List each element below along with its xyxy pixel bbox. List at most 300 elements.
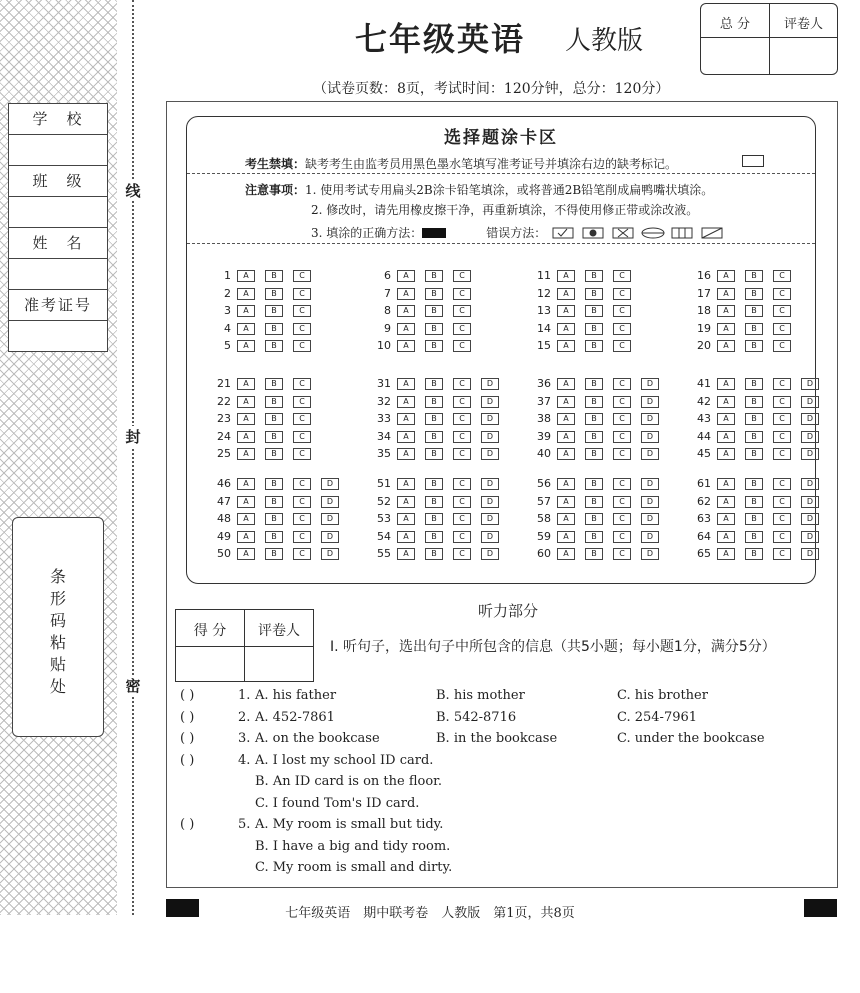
answer-bubble[interactable]: A <box>397 496 415 508</box>
answer-bubble[interactable]: A <box>717 305 735 317</box>
answer-bubble[interactable]: B <box>745 340 763 352</box>
answer-bubble[interactable]: D <box>641 496 659 508</box>
answer-bubble[interactable]: C <box>293 305 311 317</box>
answer-bubble[interactable]: A <box>397 531 415 543</box>
class-label: 班 级 <box>9 166 107 197</box>
answer-bubble[interactable]: B <box>585 413 603 425</box>
answer-bubble[interactable]: B <box>425 323 443 335</box>
question-bubble-row <box>685 547 829 564</box>
section-score-field[interactable] <box>176 647 244 681</box>
answer-bubble[interactable]: C <box>613 288 631 300</box>
answer-bubble[interactable]: C <box>773 340 791 352</box>
answer-bubble[interactable]: C <box>613 340 631 352</box>
answer-bubble[interactable]: A <box>397 340 415 352</box>
answer-bubble[interactable]: D <box>641 548 659 560</box>
answer-bubble[interactable]: D <box>481 531 499 543</box>
answer-bubble[interactable]: D <box>481 513 499 525</box>
answer-bubble[interactable]: A <box>237 448 255 460</box>
answer-bubble[interactable]: D <box>801 396 819 408</box>
answer-bubble[interactable]: D <box>641 413 659 425</box>
answer-bubble[interactable]: D <box>321 478 339 490</box>
answer-bubble[interactable]: A <box>237 513 255 525</box>
answer-bubble[interactable]: B <box>745 513 763 525</box>
answer-bubble[interactable]: A <box>717 378 735 390</box>
answer-bubble[interactable]: D <box>641 396 659 408</box>
answer-bubble[interactable]: B <box>745 531 763 543</box>
answer-bubble[interactable]: D <box>481 396 499 408</box>
question-bubble-row <box>525 512 669 529</box>
answer-bubble[interactable]: D <box>481 448 499 460</box>
question-bubble-row <box>205 287 321 304</box>
question-bubble-row <box>365 339 481 356</box>
student-info-table <box>8 103 108 352</box>
answer-bubble[interactable]: B <box>425 448 443 460</box>
section-title: Ⅰ. 听句子，选出句子中所包含的信息（共5小题；每小题1分，满分5分） <box>330 639 776 655</box>
answer-bubble[interactable]: B <box>745 396 763 408</box>
barcode-char: 码 <box>49 611 66 630</box>
answer-bubble[interactable]: C <box>773 396 791 408</box>
question-number: 46 <box>217 477 231 490</box>
answer-bubble[interactable]: C <box>613 431 631 443</box>
question-number: 13 <box>537 304 551 317</box>
answer-bubble[interactable]: B <box>265 431 283 443</box>
question-number: 54 <box>377 529 391 543</box>
answer-bubble[interactable]: A <box>557 270 575 282</box>
answer-bubble[interactable]: A <box>717 340 735 352</box>
question-bubble-row <box>525 412 669 429</box>
answer-bubble[interactable]: C <box>773 513 791 525</box>
answer-bubble[interactable]: C <box>453 431 471 443</box>
barcode-char: 条 <box>49 567 66 586</box>
answer-option: C. his brother <box>617 688 708 703</box>
answer-bubble[interactable]: B <box>265 305 283 317</box>
answer-bubble[interactable]: D <box>641 513 659 525</box>
answer-bubble[interactable]: A <box>397 448 415 460</box>
answer-bubble[interactable]: B <box>585 305 603 317</box>
question-number: 50 <box>217 547 231 560</box>
question-number: 23 <box>217 412 231 425</box>
answer-bubble[interactable]: B <box>425 288 443 300</box>
answer-bubble[interactable]: B <box>425 496 443 508</box>
answer-bubble[interactable]: A <box>717 413 735 425</box>
question-bubble-row <box>205 495 349 512</box>
answer-bubble[interactable]: A <box>557 478 575 490</box>
barcode-char: 贴 <box>49 655 66 674</box>
answer-bubble[interactable]: A <box>397 413 415 425</box>
answer-bubble[interactable]: A <box>397 396 415 408</box>
answer-bubble[interactable]: B <box>425 431 443 443</box>
answer-bubble[interactable]: D <box>481 413 499 425</box>
answer-bubble[interactable]: C <box>293 413 311 425</box>
question-bubble-row <box>205 322 321 339</box>
answer-bubble[interactable]: A <box>557 305 575 317</box>
answer-bubble[interactable]: C <box>773 496 791 508</box>
answer-bubble[interactable]: B <box>265 548 283 560</box>
answer-bubble[interactable]: A <box>397 478 415 490</box>
answer-bubble[interactable]: C <box>773 288 791 300</box>
answer-bubble[interactable]: C <box>613 448 631 460</box>
answer-bubble[interactable]: C <box>453 378 471 390</box>
answer-bubble[interactable]: A <box>237 548 255 560</box>
answer-bubble[interactable]: B <box>745 305 763 317</box>
answer-bubble[interactable]: B <box>265 496 283 508</box>
answer-bubble[interactable]: C <box>293 531 311 543</box>
answer-bubble[interactable]: B <box>265 396 283 408</box>
answer-bubble[interactable]: C <box>613 413 631 425</box>
answer-bubble[interactable]: C <box>453 548 471 560</box>
answer-bubble[interactable]: A <box>237 496 255 508</box>
question-bubble-row <box>365 412 509 429</box>
answer-bubble[interactable]: B <box>585 396 603 408</box>
question-number: 47 <box>217 494 231 508</box>
answer-bubble[interactable]: B <box>745 478 763 490</box>
answer-bubble[interactable]: C <box>293 496 311 508</box>
question-bubble-row <box>685 447 829 464</box>
question-bubble-row <box>365 377 509 394</box>
question-number: 40 <box>537 447 551 460</box>
answer-bubble[interactable]: C <box>773 270 791 282</box>
exam-id-field[interactable] <box>9 321 107 351</box>
answer-bubble[interactable]: A <box>717 323 735 335</box>
answer-bubble[interactable]: B <box>265 340 283 352</box>
answer-bubble[interactable]: C <box>293 431 311 443</box>
answer-bubble[interactable]: B <box>585 478 603 490</box>
section-grader-field[interactable] <box>245 647 313 681</box>
question-bubble-row <box>205 430 321 447</box>
question-bubble-row <box>525 477 669 494</box>
answer-bubble[interactable]: B <box>425 305 443 317</box>
name-field[interactable] <box>9 259 107 290</box>
answer-bubble[interactable]: B <box>585 548 603 560</box>
answer-bubble[interactable]: B <box>425 396 443 408</box>
answer-blank[interactable]: ( ) <box>180 688 195 703</box>
question-number: 16 <box>697 269 711 282</box>
answer-bubble[interactable]: A <box>557 288 575 300</box>
answer-bubble[interactable]: A <box>557 431 575 443</box>
answer-bubble[interactable]: C <box>613 270 631 282</box>
answer-bubble[interactable]: B <box>745 378 763 390</box>
question-bubble-row <box>205 547 349 564</box>
answer-bubble[interactable]: A <box>237 431 255 443</box>
question-bubble-row <box>685 304 801 321</box>
answer-bubble[interactable]: B <box>745 413 763 425</box>
answer-bubble[interactable]: A <box>237 478 255 490</box>
answer-bubble[interactable]: B <box>265 513 283 525</box>
edition-label: 人教版 <box>565 26 644 56</box>
answer-option: A. his father <box>255 688 337 703</box>
question-bubble-row <box>685 530 829 547</box>
answer-bubble[interactable]: A <box>237 288 255 300</box>
answer-bubble[interactable]: B <box>585 340 603 352</box>
answer-bubble[interactable]: B <box>745 431 763 443</box>
answer-bubble[interactable]: A <box>717 496 735 508</box>
answer-blank[interactable]: ( ) <box>180 817 195 832</box>
answer-bubble[interactable]: A <box>557 496 575 508</box>
answer-bubble[interactable]: B <box>585 448 603 460</box>
answer-bubble[interactable]: B <box>425 478 443 490</box>
answer-bubble[interactable]: C <box>453 513 471 525</box>
answer-bubble[interactable]: D <box>481 431 499 443</box>
answer-bubble[interactable]: C <box>453 340 471 352</box>
answer-bubble[interactable]: B <box>265 323 283 335</box>
answer-bubble[interactable]: D <box>801 548 819 560</box>
answer-bubble[interactable]: A <box>237 396 255 408</box>
answer-bubble[interactable]: A <box>237 270 255 282</box>
answer-bubble[interactable]: B <box>265 478 283 490</box>
answer-bubble[interactable]: D <box>641 431 659 443</box>
answer-bubble[interactable]: B <box>585 496 603 508</box>
answer-bubble[interactable]: C <box>293 270 311 282</box>
answer-bubble[interactable]: D <box>801 496 819 508</box>
answer-bubble[interactable]: A <box>397 431 415 443</box>
answer-blank[interactable]: ( ) <box>180 752 195 768</box>
question-number: 63 <box>697 512 711 525</box>
answer-bubble[interactable]: C <box>453 305 471 317</box>
name-label: 姓 名 <box>9 228 107 259</box>
question-number: 5 <box>224 339 231 352</box>
answer-bubble[interactable]: B <box>745 496 763 508</box>
question-bubble-row <box>525 430 669 447</box>
answer-bubble[interactable]: B <box>425 270 443 282</box>
answer-bubble[interactable]: A <box>717 478 735 490</box>
answer-bubble[interactable]: C <box>773 431 791 443</box>
question-number: 55 <box>377 547 391 560</box>
answer-bubble[interactable]: B <box>585 288 603 300</box>
answer-option: A. 452-7861 <box>255 709 335 725</box>
answer-bubble[interactable]: A <box>557 548 575 560</box>
section-score-box <box>175 609 314 682</box>
total-score-field[interactable] <box>701 38 769 74</box>
answer-bubble[interactable]: C <box>613 513 631 525</box>
answer-bubble[interactable]: C <box>613 378 631 390</box>
answer-bubble[interactable]: D <box>801 478 819 490</box>
answer-bubble[interactable]: A <box>717 288 735 300</box>
answer-option: B. 542-8716 <box>436 709 517 725</box>
answer-option: A. My room is small but tidy. <box>255 817 444 832</box>
answer-bubble[interactable]: A <box>237 305 255 317</box>
answer-bubble[interactable]: D <box>481 548 499 560</box>
question-number: 61 <box>697 477 711 490</box>
question-bubble-row <box>365 512 509 529</box>
answer-bubble[interactable]: C <box>293 513 311 525</box>
question-bubble-row <box>525 304 641 321</box>
section-grader-label: 评卷人 <box>258 623 300 639</box>
answer-bubble[interactable]: D <box>801 531 819 543</box>
answer-bubble[interactable]: C <box>453 478 471 490</box>
answer-bubble[interactable]: D <box>321 513 339 525</box>
answer-bubble[interactable]: C <box>293 340 311 352</box>
answer-bubble[interactable]: A <box>717 448 735 460</box>
answer-bubble[interactable]: B <box>265 378 283 390</box>
answer-bubble[interactable]: B <box>585 513 603 525</box>
barcode-char: 形 <box>49 589 66 608</box>
answer-bubble[interactable]: D <box>801 378 819 390</box>
answer-bubble[interactable]: A <box>717 270 735 282</box>
answer-bubble[interactable]: C <box>293 323 311 335</box>
answer-bubble[interactable]: C <box>293 548 311 560</box>
answer-bubble[interactable]: A <box>397 323 415 335</box>
answer-bubble[interactable]: A <box>557 396 575 408</box>
answer-bubble[interactable]: D <box>641 478 659 490</box>
answer-bubble[interactable]: A <box>397 548 415 560</box>
answer-bubble[interactable]: C <box>773 305 791 317</box>
answer-bubble[interactable]: C <box>453 496 471 508</box>
question-bubble-row <box>525 495 669 512</box>
answer-bubble[interactable]: C <box>453 531 471 543</box>
answer-bubble[interactable]: A <box>717 513 735 525</box>
class-field[interactable] <box>9 197 107 228</box>
answer-bubble[interactable]: B <box>265 270 283 282</box>
answer-bubble[interactable]: B <box>425 548 443 560</box>
answer-bubble[interactable]: D <box>481 496 499 508</box>
answer-bubble[interactable]: A <box>557 340 575 352</box>
answer-bubble[interactable]: B <box>265 413 283 425</box>
page-footer: 七年级英语 期中联考卷 人教版 第1页，共8页 <box>285 906 575 921</box>
answer-bubble[interactable]: C <box>773 548 791 560</box>
answer-bubble[interactable]: B <box>265 448 283 460</box>
note-2: 2. 修改时，请先用橡皮擦干净，再重新填涂，不得使用修正带或涂改液。 <box>311 203 699 217</box>
question-bubble-row <box>525 322 641 339</box>
answer-bubble[interactable]: B <box>745 288 763 300</box>
answer-bubble[interactable]: D <box>801 513 819 525</box>
answer-bubble[interactable]: A <box>237 413 255 425</box>
answer-bubble[interactable]: D <box>641 448 659 460</box>
question-bubble-row <box>365 477 509 494</box>
answer-bubble[interactable]: C <box>773 531 791 543</box>
answer-bubble[interactable]: A <box>557 513 575 525</box>
answer-bubble[interactable]: D <box>321 548 339 560</box>
answer-bubble[interactable]: D <box>321 531 339 543</box>
answer-bubble[interactable]: C <box>773 413 791 425</box>
question-bubble-row <box>365 322 481 339</box>
answer-bubble[interactable]: A <box>557 323 575 335</box>
answer-bubble[interactable]: C <box>773 448 791 460</box>
answer-bubble[interactable]: A <box>397 270 415 282</box>
answer-bubble[interactable]: C <box>293 448 311 460</box>
answer-bubble[interactable]: D <box>321 496 339 508</box>
question-bubble-row <box>525 377 669 394</box>
answer-bubble[interactable]: C <box>613 396 631 408</box>
answer-bubble[interactable]: A <box>717 396 735 408</box>
answer-bubble[interactable]: C <box>613 323 631 335</box>
question-bubble-row <box>685 377 829 394</box>
answer-bubble[interactable]: A <box>557 378 575 390</box>
answer-bubble[interactable]: B <box>585 431 603 443</box>
answer-bubble[interactable]: B <box>745 548 763 560</box>
answer-bubble[interactable]: B <box>425 378 443 390</box>
grader-field[interactable] <box>770 38 837 74</box>
answer-bubble[interactable]: D <box>641 378 659 390</box>
barcode-char: 粘 <box>49 633 66 652</box>
question-bubble-row <box>685 477 829 494</box>
answer-bubble[interactable]: B <box>425 513 443 525</box>
answer-blank[interactable]: ( ) <box>180 709 195 725</box>
answer-option: C. I found Tom's ID card. <box>255 795 420 811</box>
answer-bubble[interactable]: D <box>481 478 499 490</box>
answer-bubble[interactable]: D <box>801 431 819 443</box>
answer-bubble[interactable]: B <box>425 413 443 425</box>
answer-bubble[interactable]: C <box>293 378 311 390</box>
answer-bubble[interactable]: D <box>801 448 819 460</box>
answer-card <box>186 116 816 584</box>
answer-bubble[interactable]: C <box>773 478 791 490</box>
answer-bubble[interactable]: B <box>425 531 443 543</box>
answer-bubble[interactable]: C <box>613 548 631 560</box>
answer-bubble[interactable]: A <box>397 378 415 390</box>
answer-bubble[interactable]: A <box>557 531 575 543</box>
answer-bubble[interactable]: C <box>453 413 471 425</box>
answer-bubble[interactable]: C <box>293 478 311 490</box>
answer-bubble[interactable]: A <box>717 431 735 443</box>
answer-bubble[interactable]: B <box>265 531 283 543</box>
answer-bubble[interactable]: C <box>453 270 471 282</box>
answer-blank[interactable]: ( ) <box>180 731 195 746</box>
answer-bubble[interactable]: B <box>585 378 603 390</box>
answer-bubble[interactable]: C <box>293 288 311 300</box>
question-number: 31 <box>377 377 391 390</box>
answer-bubble[interactable]: B <box>425 340 443 352</box>
answer-bubble[interactable]: C <box>293 396 311 408</box>
question-number: 20 <box>697 339 711 352</box>
answer-bubble[interactable]: A <box>557 448 575 460</box>
answer-bubble[interactable]: C <box>613 305 631 317</box>
answer-bubble[interactable]: B <box>265 288 283 300</box>
answer-bubble[interactable]: C <box>453 288 471 300</box>
answer-bubble[interactable]: C <box>773 323 791 335</box>
binding-word-seal: 封 <box>122 426 144 447</box>
answer-card-title: 选择题涂卡区 <box>444 128 558 148</box>
answer-bubble[interactable]: A <box>557 413 575 425</box>
answer-bubble[interactable]: B <box>585 323 603 335</box>
answer-bubble[interactable]: D <box>481 378 499 390</box>
answer-bubble[interactable]: C <box>613 478 631 490</box>
answer-bubble[interactable]: C <box>453 396 471 408</box>
answer-bubble[interactable]: B <box>585 270 603 282</box>
school-field[interactable] <box>9 135 107 166</box>
question-number: 17 <box>697 286 711 300</box>
answer-bubble[interactable]: B <box>745 323 763 335</box>
absent-label: 考生禁填： <box>245 157 306 171</box>
answer-bubble[interactable]: C <box>453 323 471 335</box>
answer-bubble[interactable]: C <box>773 378 791 390</box>
question-bubble-row <box>365 304 481 321</box>
question-number: 8 <box>384 304 391 317</box>
answer-bubble[interactable]: A <box>237 340 255 352</box>
question-bubble-row <box>365 395 509 412</box>
answer-bubble[interactable]: B <box>745 448 763 460</box>
answer-bubble[interactable]: A <box>397 305 415 317</box>
binding-word-secret: 密 <box>122 675 144 696</box>
answer-bubble[interactable]: A <box>397 513 415 525</box>
question-bubble-row <box>365 269 481 286</box>
answer-bubble[interactable]: C <box>613 531 631 543</box>
answer-bubble[interactable]: B <box>585 531 603 543</box>
answer-bubble[interactable]: C <box>613 496 631 508</box>
answer-bubble[interactable]: C <box>453 448 471 460</box>
answer-bubble[interactable]: B <box>745 270 763 282</box>
question-number: 4 <box>224 321 231 335</box>
answer-bubble[interactable]: A <box>717 548 735 560</box>
answer-bubble[interactable]: A <box>237 323 255 335</box>
answer-bubble[interactable]: A <box>397 288 415 300</box>
answer-bubble[interactable]: D <box>641 531 659 543</box>
answer-bubble[interactable]: D <box>801 413 819 425</box>
answer-bubble[interactable]: A <box>717 531 735 543</box>
question-bubble-row <box>205 447 321 464</box>
question-number: 64 <box>697 529 711 543</box>
answer-bubble[interactable]: A <box>237 378 255 390</box>
answer-bubble[interactable]: A <box>237 531 255 543</box>
